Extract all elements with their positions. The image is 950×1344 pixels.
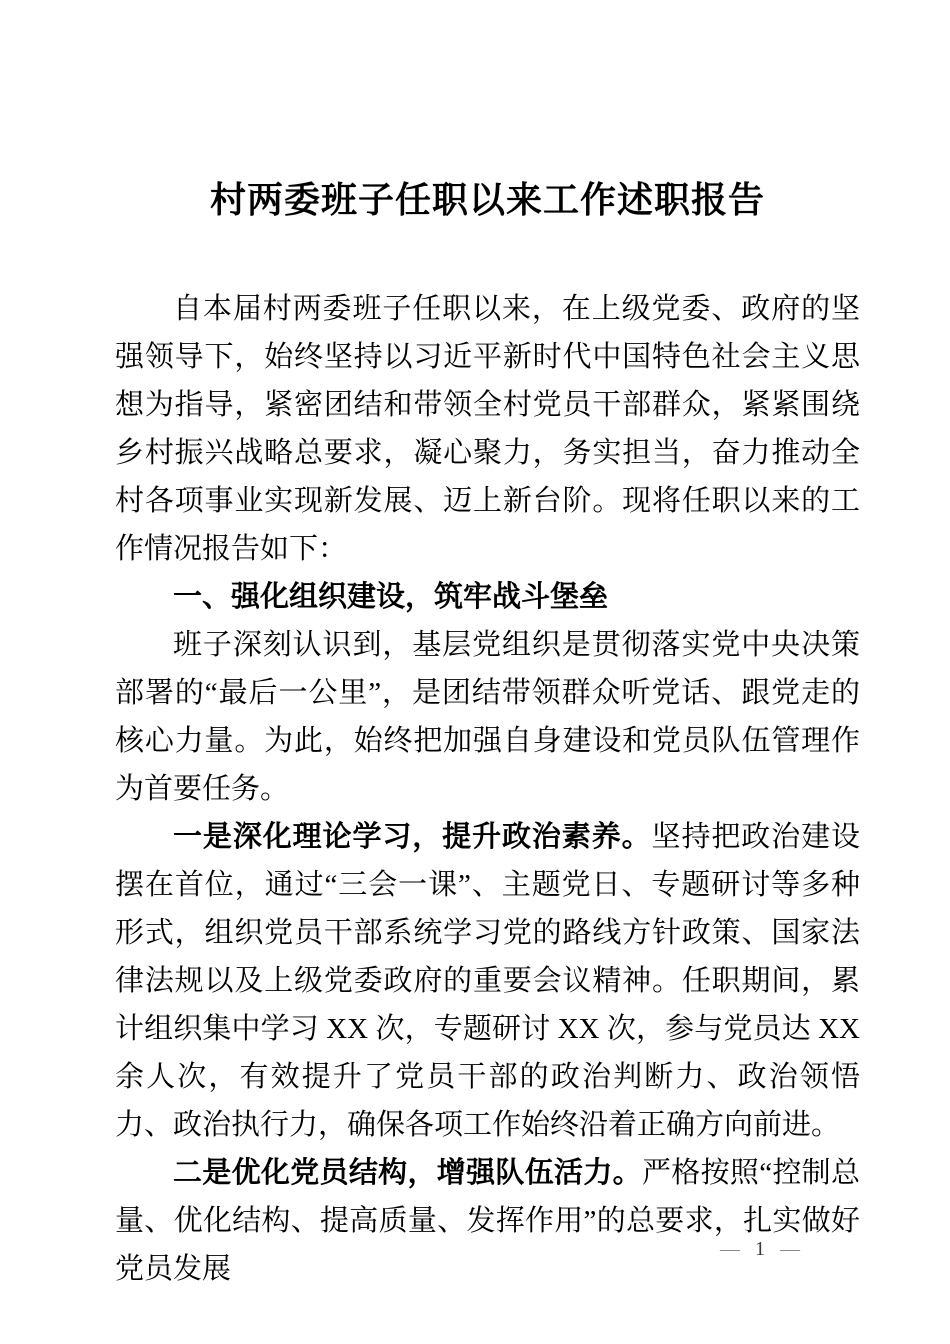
text-run: 严格按照“控制总量、优化结构、提高质量、发挥作用”的总要求，扎实做好党员发展 bbox=[115, 1157, 860, 1285]
bold-text-run: 一是深化理论学习，提升政治素养。 bbox=[173, 821, 652, 853]
body-paragraph bbox=[115, 621, 860, 813]
section-heading bbox=[115, 573, 860, 621]
body-paragraph bbox=[115, 285, 860, 573]
body-paragraph bbox=[115, 1149, 860, 1293]
text-run: 坚持把政治建设摆在首位，通过“三会一课”、主题党日、专题研讨等多种形式，组织党员干部系统学习党的路线方针政策、国家法律法规以及上级党委政府的重要会议精神。任职期间，累计组织集中学习 XX 次，专题研讨 XX 次，参与党员达 XX 余人次，有效提升了党员干部的政治判断力、政治领悟力、政治执行力，确保各项工作始终沿着正确方向前进。 bbox=[115, 821, 860, 1141]
text-run: 自本届村两委班子任职以来，在上级党委、政府的坚强领导下，始终坚持以习近平新时代中国特色社会主义思想为指导，紧密团结和带领全村党员干部群众，紧紧围绕乡村振兴战略总要求，凝心聚力，务实担当，奋力推动全村各项事业实现新发展、迈上新台阶。现将任职以来的工作情况报告如下： bbox=[115, 293, 860, 565]
page-number: 1 bbox=[755, 1238, 765, 1260]
bold-text-run: 二是优化党员结构，增强队伍活力。 bbox=[173, 1157, 642, 1189]
footer-dash-right: — bbox=[780, 1238, 800, 1260]
bold-text-run: 一、强化组织建设，筑牢战斗堡垒 bbox=[173, 581, 609, 613]
body-paragraph bbox=[115, 813, 860, 1149]
document-title: 村两委班子任职以来工作述职报告 bbox=[209, 179, 765, 220]
page-footer bbox=[720, 1238, 800, 1260]
document-body bbox=[115, 285, 860, 1293]
text-run: 班子深刻认识到，基层党组织是贯彻落实党中央决策部署的“最后一公里”，是团结带领群众听党话、跟党走的核心力量。为此，始终把加强自身建设和党员队伍管理作为首要任务。 bbox=[115, 629, 860, 805]
footer-dash-left: — bbox=[720, 1238, 740, 1260]
